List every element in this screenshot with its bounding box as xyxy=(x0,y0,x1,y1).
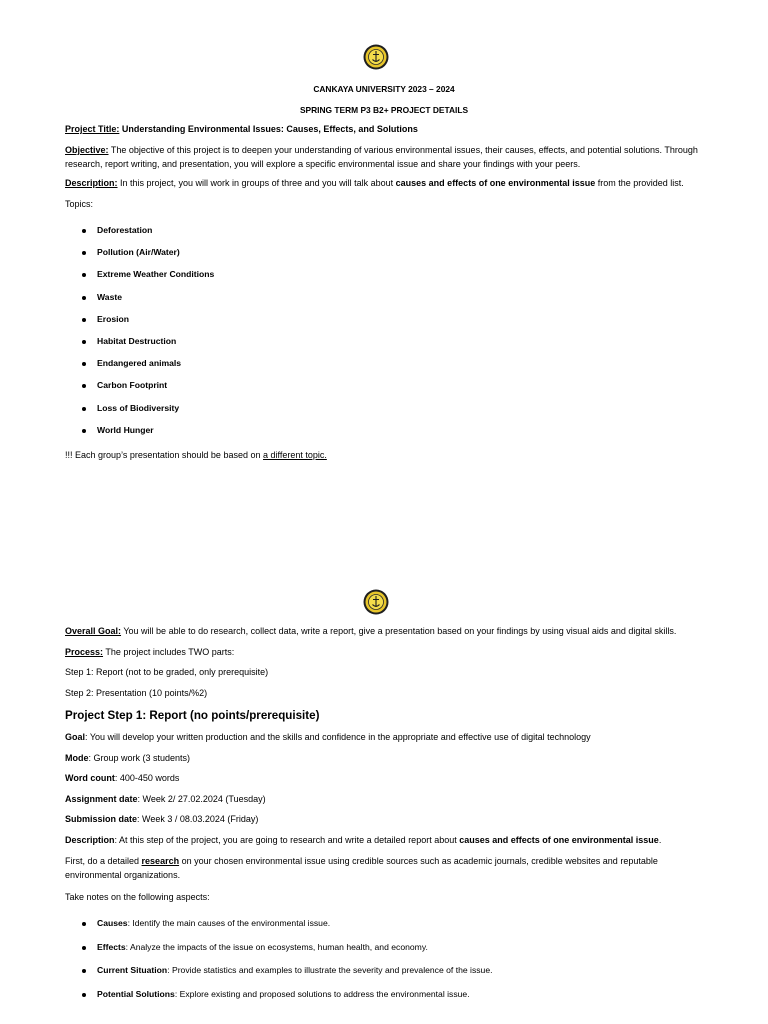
research-word: research xyxy=(141,856,180,866)
objective-label: Objective: xyxy=(65,145,109,155)
description-line xyxy=(65,834,705,848)
goal-label: Goal xyxy=(65,732,86,742)
overall-goal-text: You will be able to do research, collect data, write a report, give a presentation based on your findings by using visual aids and digital skills. xyxy=(121,626,677,636)
objective-text: The objective of this project is to deepen your understanding of various environmental issues, their causes, effects, and potential solutions. Through research, report writing, and presentation, you will explore a specific environmental issue and share your findings with your peers. xyxy=(65,145,698,169)
university-seal-icon xyxy=(363,589,389,615)
description-paragraph xyxy=(65,177,705,191)
list-item: Pollution (Air/Water) xyxy=(82,246,214,268)
overall-goal-label: Overall Goal: xyxy=(65,626,122,636)
process-text: The project includes TWO parts: xyxy=(103,647,235,657)
objective-paragraph xyxy=(65,144,705,171)
mode-line xyxy=(65,752,705,766)
list-item: Effects: Analyze the impacts of the issue on ecosystems, human health, and economy. xyxy=(82,941,492,965)
submission-date-line xyxy=(65,813,705,827)
list-item: Carbon Footprint xyxy=(82,379,214,401)
note-text: !!! Each group’s presentation should be based on xyxy=(65,450,263,460)
word-count-text: : 400-450 words xyxy=(114,773,180,783)
research-post: on your chosen environmental issue using credible sources such as academic journals, credible websites and reputable environmental organizations. xyxy=(65,856,658,880)
process-label: Process: xyxy=(65,647,104,657)
take-notes-line: Take notes on the following aspects: xyxy=(65,892,210,902)
step-2-line: Step 2: Presentation (10 points/%2) xyxy=(65,688,208,698)
description-label: Description xyxy=(65,835,115,845)
research-pre: First, do a detailed xyxy=(65,856,142,866)
topic-note xyxy=(65,449,705,463)
description-label: Description: xyxy=(65,178,118,188)
aspects-list xyxy=(82,917,492,1012)
description-pre: In this project, you will work in groups of three and you will talk about xyxy=(117,178,396,188)
project-title-line xyxy=(65,123,705,137)
process-line xyxy=(65,646,705,660)
list-item: Habitat Destruction xyxy=(82,335,214,357)
list-item: Waste xyxy=(82,291,214,313)
note-underlined: a different topic. xyxy=(262,450,327,460)
list-item: Endangered animals xyxy=(82,357,214,379)
assignment-date-line xyxy=(65,793,705,807)
topics-label: Topics: xyxy=(65,199,94,209)
description-bold: causes and effects of one environmental issue xyxy=(395,178,596,188)
topics-list xyxy=(82,224,214,446)
description-post: . xyxy=(658,835,662,845)
list-item: Extreme Weather Conditions xyxy=(82,268,214,290)
list-item: World Hunger xyxy=(82,424,214,446)
document-title: CANKAYA UNIVERSITY 2023 – 2024 xyxy=(313,84,455,94)
submission-date-text: : Week 3 / 08.03.2024 (Friday) xyxy=(137,814,259,824)
list-item: Current Situation: Provide statistics and examples to illustrate the severity and prevalence of the issue. xyxy=(82,964,492,988)
list-item: Potential Solutions: Explore existing and proposed solutions to address the environmental issue. xyxy=(82,988,492,1012)
project-title-text: Understanding Environmental Issues: Causes, Effects, and Solutions xyxy=(119,124,418,134)
assignment-date-text: : Week 2/ 27.02.2024 (Tuesday) xyxy=(137,794,266,804)
word-count-label: Word count xyxy=(65,773,115,783)
mode-text: : Group work (3 students) xyxy=(88,753,191,763)
university-seal-icon xyxy=(363,44,389,70)
goal-text: : You will develop your written production and the skills and confidence in the appropriate and effective use of digital technology xyxy=(85,732,591,742)
section-heading: Project Step 1: Report (no points/prerequisite) xyxy=(65,709,320,722)
list-item: Causes: Identify the main causes of the environmental issue. xyxy=(82,917,492,941)
description-bold: causes and effects of one environmental issue xyxy=(459,835,659,845)
description-pre: : At this step of the project, you are going to research and write a detailed report about xyxy=(114,835,460,845)
research-paragraph xyxy=(65,855,705,882)
list-item: Erosion xyxy=(82,313,214,335)
list-item: Loss of Biodiversity xyxy=(82,402,214,424)
goal-line xyxy=(65,731,705,745)
assignment-date-label: Assignment date xyxy=(65,794,138,804)
document-subtitle: SPRING TERM P3 B2+ PROJECT DETAILS xyxy=(299,105,469,115)
mode-label: Mode xyxy=(65,753,89,763)
description-post: from the provided list. xyxy=(595,178,684,188)
list-item: Deforestation xyxy=(82,224,214,246)
word-count-line xyxy=(65,772,705,786)
step-1-line: Step 1: Report (not to be graded, only prerequisite) xyxy=(65,667,269,677)
overall-goal-line xyxy=(65,625,705,639)
project-title-label: Project Title: xyxy=(65,124,120,134)
submission-date-label: Submission date xyxy=(65,814,138,824)
